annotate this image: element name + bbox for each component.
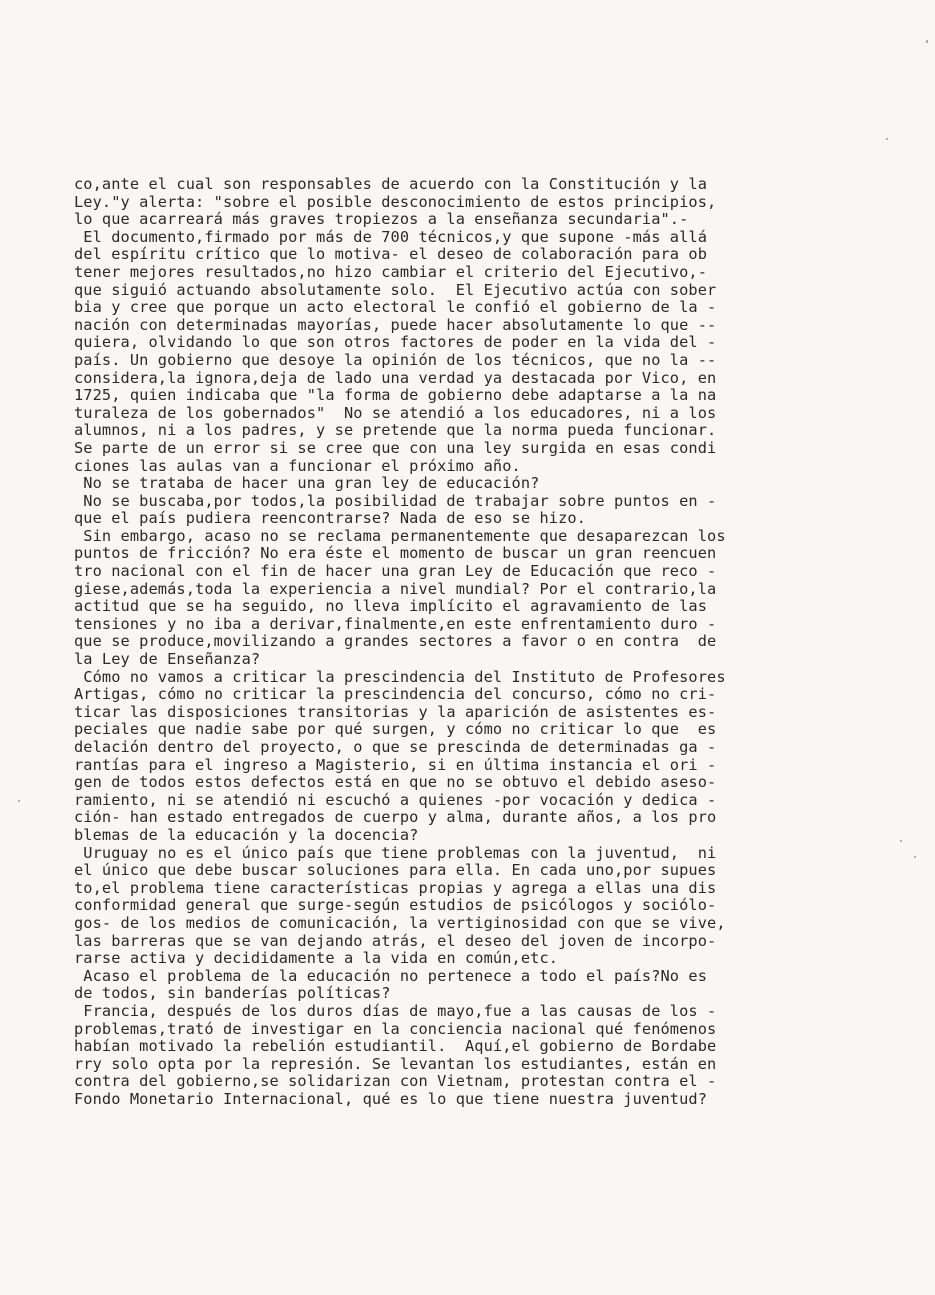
text-line: bia y cree que porque un acto electoral le confió el gobierno de la - xyxy=(74,298,717,317)
text-line: tener mejores resultados,no hizo cambiar el criterio del Ejecutivo,- xyxy=(74,262,708,281)
text-line: de todos, sin banderías políticas? xyxy=(74,984,391,1003)
text-line: tensiones y no iba a derivar,finalmente,en este enfrentamiento duro - xyxy=(74,614,717,633)
text-line: alumnos, ni a los padres, y se pretende que la norma pueda funcionar. xyxy=(74,421,717,440)
text-line: No se buscaba,por todos,la posibilidad de trabajar sobre puntos en - xyxy=(74,491,717,510)
text-line: peciales que nadie sabe por qué surgen, y cómo no criticar lo que es xyxy=(74,720,717,739)
typewritten-text xyxy=(74,176,854,1108)
text-line: Uruguay no es el único país que tiene problemas con la juventud, ni xyxy=(74,843,717,862)
text-line: problemas,trató de investigar en la conciencia nacional qué fenómenos xyxy=(74,1019,717,1038)
text-line: conformidad general que surge-según estudios de psicólogos y sociólo- xyxy=(74,896,717,915)
text-line: el único que debe buscar soluciones para ella. En cada uno,por supues xyxy=(74,861,717,880)
text-line: Francia, después de los duros días de mayo,fue a las causas de los - xyxy=(74,1001,717,1020)
text-line: tro nacional con el fin de hacer una gran Ley de Educación que reco - xyxy=(74,562,717,581)
text-line: puntos de fricción? No era éste el momento de buscar un gran reencuen xyxy=(74,544,717,563)
text-line: to,el problema tiene características propias y agrega a ellas una dis xyxy=(74,878,717,897)
text-line: contra del gobierno,se solidarizan con Vietnam, protestan contra el - xyxy=(74,1072,717,1091)
text-line: Artigas, cómo no criticar la prescindencia del concurso, cómo no cri- xyxy=(74,685,717,704)
paper-speck xyxy=(18,800,20,802)
text-line: delación dentro del proyecto, o que se prescinda de determinadas ga - xyxy=(74,738,717,756)
text-line: considera,la ignora,deja de lado una verdad ya destacada por Vico, en xyxy=(74,368,717,387)
text-line: Cómo no vamos a criticar la prescindencia del Instituto de Profesores xyxy=(74,667,726,686)
text-line: país. Un gobierno que desoye la opinión de los técnicos, que no la -- xyxy=(74,350,717,369)
text-line: ramiento, ni se atendió ni escuchó a quienes -por vocación y dedica - xyxy=(74,790,717,809)
text-line: ciones las aulas van a funcionar el próximo año. xyxy=(74,456,521,475)
text-line: que siguió actuando absolutamente solo. El Ejecutivo actúa con sober xyxy=(74,280,717,299)
text-line: 1725, quien indicaba que "la forma de gobierno debe adaptarse a la na xyxy=(74,386,717,405)
paper-speck xyxy=(926,40,928,43)
paper-speck xyxy=(900,840,902,842)
text-line: Sin embargo, acaso no se reclama permanentemente que desaparezcan los xyxy=(74,526,726,545)
text-line: blemas de la educación y la docencia? xyxy=(74,825,419,844)
text-line: Acaso el problema de la educación no pertenece a todo el país?No es xyxy=(74,966,708,985)
text-line: actitud que se ha seguido, no lleva implícito el agravamiento de las xyxy=(74,597,708,616)
text-line: El documento,firmado por más de 700 técnicos,y que supone -más allá xyxy=(74,227,708,246)
text-line: Se parte de un error si se cree que con una ley surgida en esas condi xyxy=(74,438,717,457)
paper-speck xyxy=(886,138,888,140)
text-line: co,ante el cual son responsables de acuerdo con la Constitución y la xyxy=(74,175,708,193)
text-line: del espíritu crítico que lo motiva- el deseo de colaboración para ob xyxy=(74,245,708,264)
text-line: No se trataba de hacer una gran ley de educación? xyxy=(74,474,540,493)
text-line: turaleza de los gobernados" No se atendió a los educadores, ni a los xyxy=(74,403,717,422)
text-line: que se produce,movilizando a grandes sectores a favor o en contra de xyxy=(74,632,717,651)
paper-speck xyxy=(914,856,916,858)
text-line: Ley."y alerta: "sobre el posible desconocimiento de estos principios, xyxy=(74,192,717,211)
text-line: rantías para el ingreso a Magisterio, si en última instancia el ori - xyxy=(74,755,717,774)
text-line: las barreras que se van dejando atrás, el deseo del joven de incorpo- xyxy=(74,931,717,950)
text-line: gen de todos estos defectos está en que no se obtuvo el debido aseso- xyxy=(74,773,717,792)
text-line: gos- de los medios de comunicación, la vertiginosidad con que se vive, xyxy=(74,913,726,932)
text-line: giese,además,toda la experiencia a nivel mundial? Por el contrario,la xyxy=(74,579,717,598)
text-line: la Ley de Enseñanza? xyxy=(74,650,261,669)
text-line: nación con determinadas mayorías, puede hacer absolutamente lo que -- xyxy=(74,315,717,334)
text-line: ción- han estado entregados de cuerpo y alma, durante años, a los pro xyxy=(74,808,717,827)
text-line: quiera, olvidando lo que son otros factores de poder en la vida del - xyxy=(74,333,717,352)
text-line: rarse activa y decididamente a la vida en común,etc. xyxy=(74,949,559,968)
text-line: Fondo Monetario Internacional, qué es lo que tiene nuestra juventud? xyxy=(74,1089,708,1108)
text-line: habían motivado la rebelión estudiantil. Aquí,el gobierno de Bordabe xyxy=(74,1037,717,1056)
text-line: rry solo opta por la represión. Se levantan los estudiantes, están en xyxy=(74,1054,717,1073)
text-line: lo que acarreará más graves tropiezos a la enseñanza secundaria".- xyxy=(74,210,689,229)
text-line: que el país pudiera reencontrarse? Nada de eso se hizo. xyxy=(74,509,587,528)
text-line: ticar las disposiciones transitorias y la aparición de asistentes es- xyxy=(74,702,717,721)
